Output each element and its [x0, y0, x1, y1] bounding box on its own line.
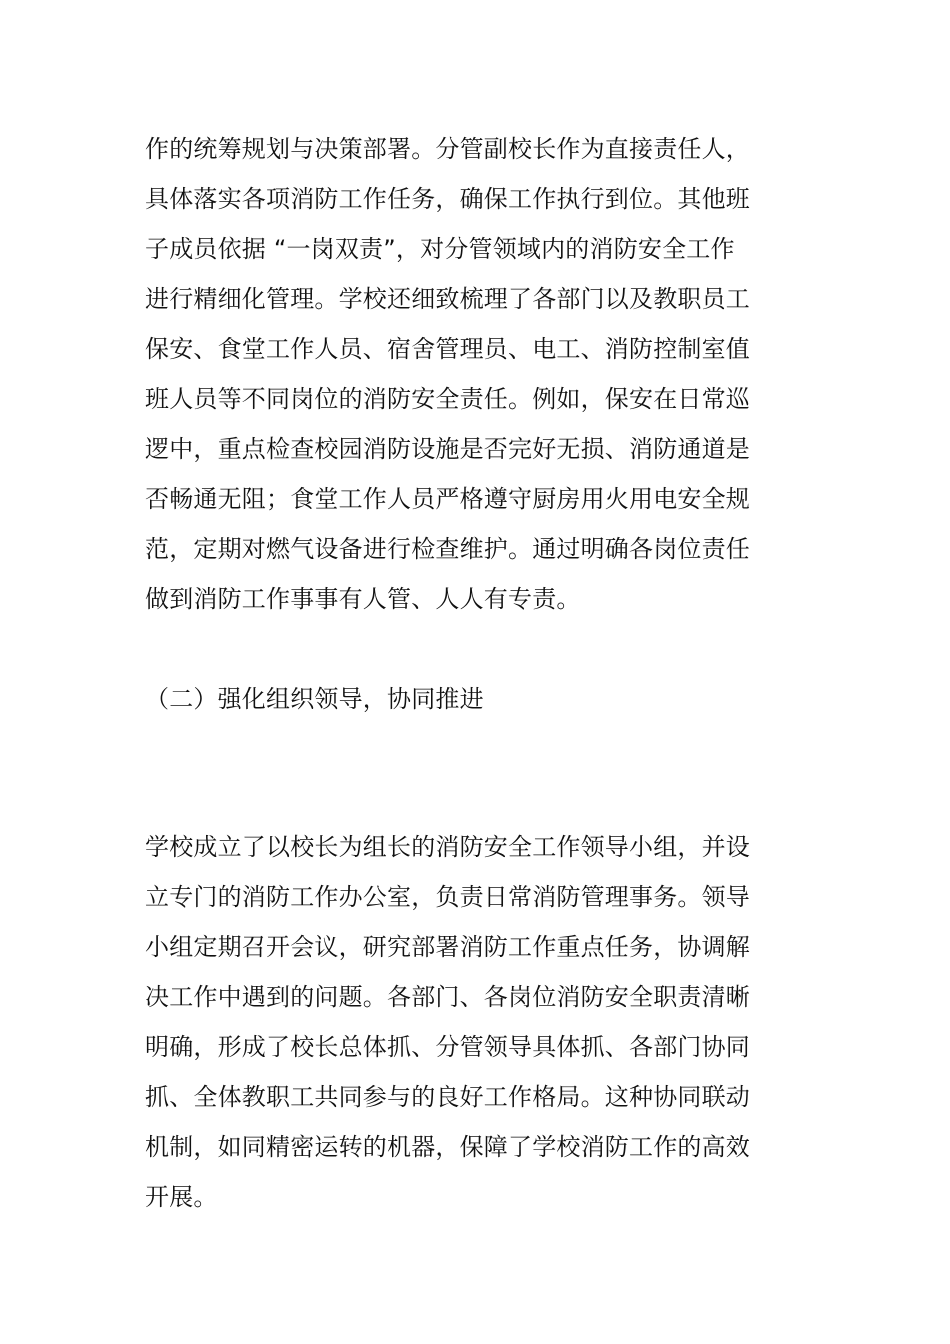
paragraph-line: 保安、食堂工作人员、宿舍管理员、电工、消防控制室值: [145, 335, 750, 363]
paragraph-line: 开展。: [145, 1183, 218, 1211]
paragraph-line: 立专门的消防工作办公室，负责日常消防管理事务。领导: [145, 883, 750, 911]
paragraph-line: 做到消防工作事事有人管、人人有专责。: [145, 585, 581, 613]
paragraph-line: 范，定期对燃气设备进行检查维护。通过明确各岗位责任: [145, 535, 750, 563]
paragraph-line: 机制，如同精密运转的机器，保障了学校消防工作的高效: [145, 1133, 750, 1161]
paragraph-line: 决工作中遇到的问题。各部门、各岗位消防安全职责清晰: [145, 983, 750, 1011]
paragraph-line: 明确，形成了校长总体抓、分管领导具体抓、各部门协同: [145, 1033, 750, 1061]
section-heading: [145, 674, 815, 724]
paragraph-responsibility: [145, 124, 815, 624]
paragraph-line: 作的统筹规划与决策部署。分管副校长作为直接责任人，: [145, 135, 750, 163]
paragraph-organization: [145, 822, 815, 1222]
paragraph-line: 否畅通无阻；食堂工作人员严格遵守厨房用火用电安全规: [145, 485, 750, 513]
paragraph-line: 具体落实各项消防工作任务，确保工作执行到位。其他班: [145, 185, 750, 213]
paragraph-line: 学校成立了以校长为组长的消防安全工作领导小组，并设: [145, 833, 750, 861]
paragraph-line: 子成员依据 “一岗双责”，对分管领域内的消防安全工作: [145, 235, 735, 263]
paragraph-line: 小组定期召开会议，研究部署消防工作重点任务，协调解: [145, 933, 750, 961]
paragraph-line: 班人员等不同岗位的消防安全责任。例如，保安在日常巡: [145, 385, 750, 413]
paragraph-line: 抓、全体教职工共同参与的良好工作格局。这种协同联动: [145, 1083, 750, 1111]
paragraph-line: 逻中，重点检查校园消防设施是否完好无损、消防通道是: [145, 435, 750, 463]
paragraph-line: 进行精细化管理。学校还细致梳理了各部门以及教职员工: [145, 285, 750, 313]
section-heading-text: （二）强化组织领导，协同推进: [145, 685, 484, 713]
